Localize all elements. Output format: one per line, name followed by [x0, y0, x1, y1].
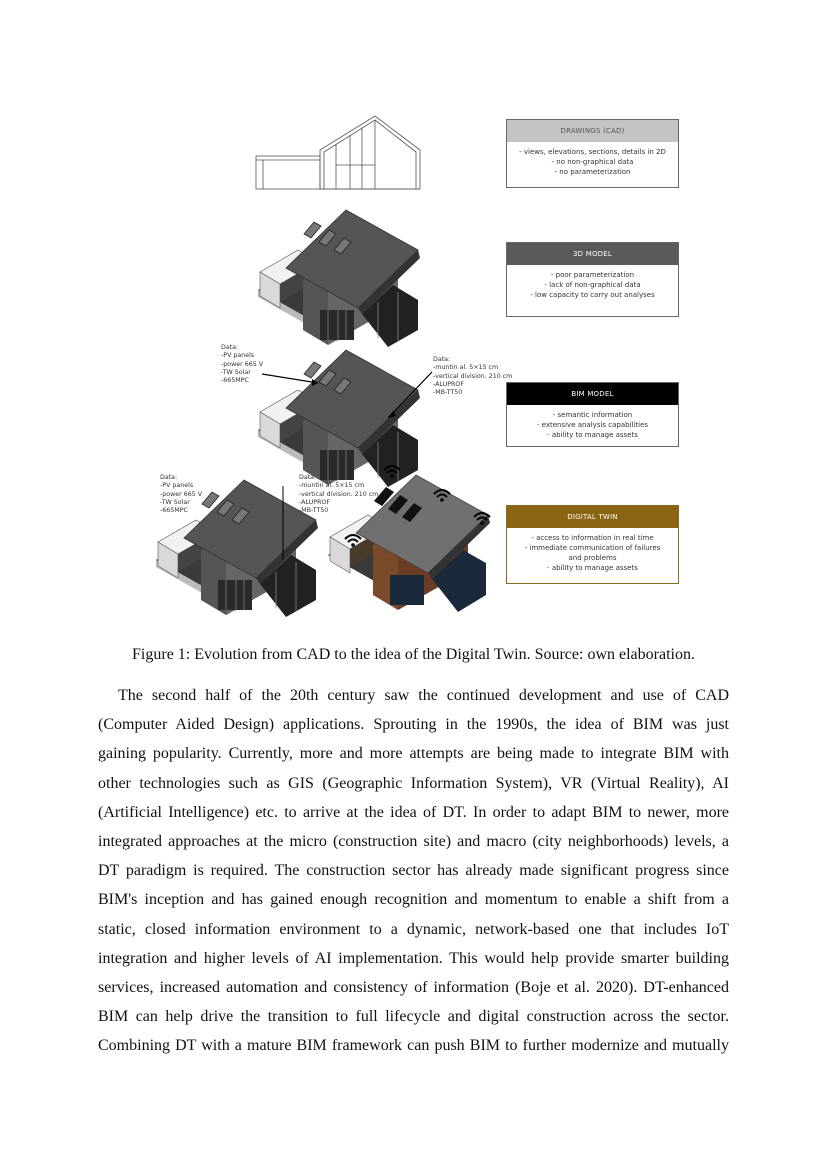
3d-model-house	[258, 210, 420, 347]
pv-data-note: Data: -PV panels -power 665 V -TW Solar -665MPC	[221, 344, 264, 385]
paragraph-line: DT paradigm is required. The construction sector has already made significant progress since	[98, 862, 729, 880]
digital-twin-panel: DIGITAL TWIN - access to information in real time - immediate communication of failures and problems - ability to manage assets	[506, 505, 679, 584]
window-data-note: Data: -muntin al. 5×15 cm -vertical division. 210 cm -ALUPROF -MB-TT50	[299, 474, 379, 515]
panel-title: DIGITAL TWIN	[507, 506, 678, 528]
panel-title: BIM MODEL	[507, 383, 678, 405]
window-data-note: Data: -muntin al. 5×15 cm -vertical division. 210 cm -ALUPROF -MB-TT50	[433, 356, 513, 397]
paragraph-line: services, increased automation and consistency of information (Boje et al. 2020). DT-enhanced	[98, 978, 729, 996]
paragraph-line: The second half of the 20th century saw the continued development and use of CAD	[118, 687, 729, 704]
cad-elevation-drawing	[256, 116, 420, 189]
panel-title: 3D MODEL	[507, 243, 678, 265]
bim-model-panel: BIM MODEL - semantic information - extensive analysis capabilities - ability to manage assets	[506, 382, 679, 447]
paragraph-line: other technologies such as GIS (Geographic Information System), VR (Virtual Reality), AI	[98, 774, 729, 792]
pv-data-note: Data: -PV panels -power 665 V -TW Solar -665MPC	[160, 474, 203, 515]
paragraph-line: integrated approaches at the micro (construction site) and macro (city neighborhoods) levels, a	[98, 832, 729, 850]
3d-model-panel: 3D MODEL - poor parameterization - lack of non-graphical data - low capacity to carry out analyses	[506, 242, 679, 317]
paragraph-line: BIM's inception and has gained enough recognition and momentum to enable a shift from a	[98, 891, 729, 909]
figure-caption: Figure 1: Evolution from CAD to the idea of the Digital Twin. Source: own elaboration.	[132, 646, 695, 663]
paragraph-line: integration and higher levels of AI implementation. This would help provide smarter building	[98, 949, 729, 967]
paragraph-line: static, closed information environment to a dynamic, network-based one that includes IoT	[98, 920, 729, 938]
paragraph-line: Combining DT with a mature BIM framework can push BIM to further modernize and mutually	[98, 1037, 729, 1055]
paragraph-line: (Computer Aided Design) applications. Sprouting in the 1990s, the idea of BIM was just	[98, 716, 729, 734]
panel-title: DRAWINGS (CAD)	[507, 120, 678, 142]
body-paragraph	[98, 681, 729, 1060]
paragraph-line: gaining popularity. Currently, more and more attempts are being made to integrate BIM with	[98, 745, 729, 763]
cad-panel: DRAWINGS (CAD) - views, elevations, sections, details in 2D - no non-graphical data - no parameterization	[506, 119, 679, 188]
paragraph-line: (Artificial Intelligence) etc. to arrive at the idea of DT. In order to adapt BIM to newer, more	[98, 803, 729, 821]
paragraph-line: BIM can help drive the transition to full lifecycle and digital construction across the sector.	[98, 1008, 729, 1026]
